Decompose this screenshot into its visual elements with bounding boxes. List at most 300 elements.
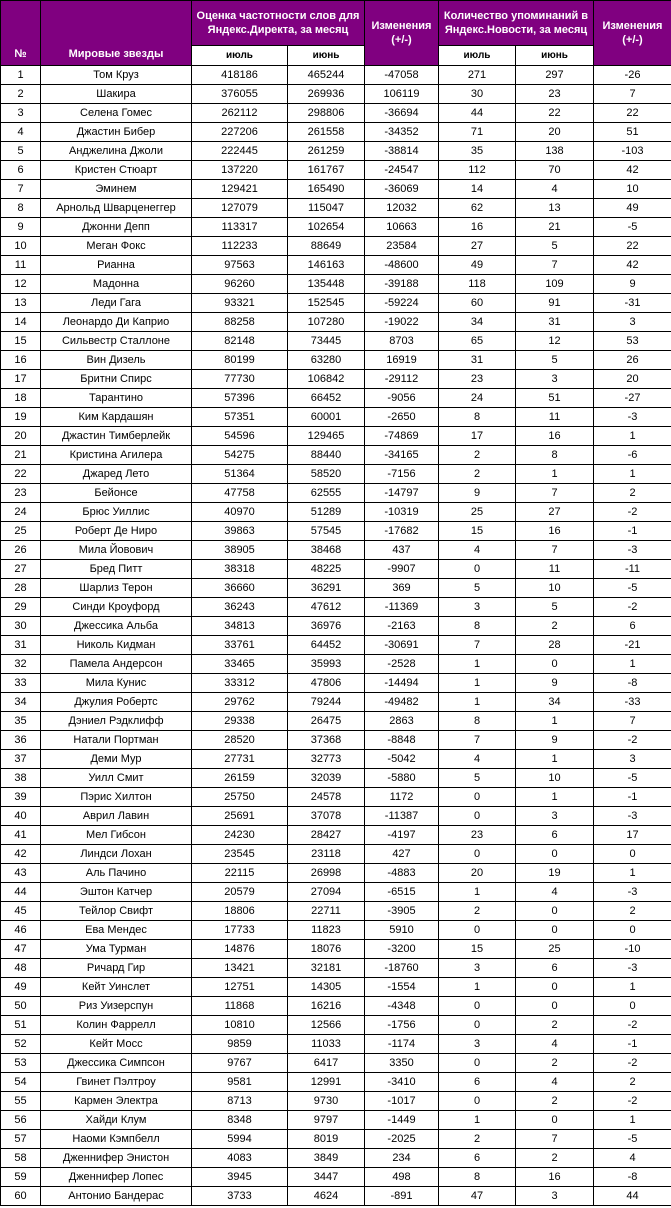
cell-direct-change: 3350 xyxy=(365,1054,439,1073)
cell-star-name: Джастин Тимберлейк xyxy=(41,427,192,446)
cell-news-change: 7 xyxy=(594,85,671,104)
cell-news-june: 20 xyxy=(516,123,594,142)
cell-news-june: 3 xyxy=(516,807,594,826)
table-row xyxy=(1,237,671,256)
table-row xyxy=(1,1054,671,1073)
cell-direct-july: 9859 xyxy=(192,1035,288,1054)
cell-news-july: 60 xyxy=(439,294,516,313)
cell-number: 10 xyxy=(1,237,41,256)
cell-direct-change: -36069 xyxy=(365,180,439,199)
cell-direct-june: 26475 xyxy=(288,712,365,731)
cell-number: 50 xyxy=(1,997,41,1016)
cell-direct-change: -59224 xyxy=(365,294,439,313)
cell-news-june: 22 xyxy=(516,104,594,123)
cell-news-change: 2 xyxy=(594,902,671,921)
cell-star-name: Кармен Электра xyxy=(41,1092,192,1111)
cell-number: 56 xyxy=(1,1111,41,1130)
cell-news-july: 2 xyxy=(439,902,516,921)
cell-news-june: 7 xyxy=(516,541,594,560)
cell-news-july: 0 xyxy=(439,921,516,940)
cell-number: 27 xyxy=(1,560,41,579)
cell-direct-june: 28427 xyxy=(288,826,365,845)
cell-news-change: 22 xyxy=(594,104,671,123)
cell-direct-july: 25691 xyxy=(192,807,288,826)
cell-direct-june: 32181 xyxy=(288,959,365,978)
cell-direct-change: -39188 xyxy=(365,275,439,294)
cell-news-july: 17 xyxy=(439,427,516,446)
cell-direct-change: -5880 xyxy=(365,769,439,788)
header-number: № xyxy=(1,1,41,66)
cell-news-june: 7 xyxy=(516,1130,594,1149)
cell-direct-change: -24547 xyxy=(365,161,439,180)
cell-number: 11 xyxy=(1,256,41,275)
cell-news-change: 0 xyxy=(594,921,671,940)
cell-news-june: 11 xyxy=(516,408,594,427)
cell-news-change: 26 xyxy=(594,351,671,370)
table-row xyxy=(1,731,671,750)
cell-news-change: -10 xyxy=(594,940,671,959)
cell-direct-july: 28520 xyxy=(192,731,288,750)
cell-number: 58 xyxy=(1,1149,41,1168)
table-row xyxy=(1,218,671,237)
cell-direct-change: 106119 xyxy=(365,85,439,104)
cell-direct-july: 97563 xyxy=(192,256,288,275)
table-row xyxy=(1,332,671,351)
cell-direct-june: 88440 xyxy=(288,446,365,465)
cell-star-name: Кейт Уинслет xyxy=(41,978,192,997)
cell-direct-july: 25750 xyxy=(192,788,288,807)
table-row xyxy=(1,351,671,370)
cell-news-change: -1 xyxy=(594,522,671,541)
table-row xyxy=(1,1073,671,1092)
cell-news-change: -27 xyxy=(594,389,671,408)
cell-news-june: 0 xyxy=(516,921,594,940)
cell-direct-july: 227206 xyxy=(192,123,288,142)
cell-number: 46 xyxy=(1,921,41,940)
cell-star-name: Уилл Смит xyxy=(41,769,192,788)
cell-news-july: 23 xyxy=(439,826,516,845)
cell-direct-june: 3849 xyxy=(288,1149,365,1168)
cell-news-july: 44 xyxy=(439,104,516,123)
cell-news-july: 71 xyxy=(439,123,516,142)
cell-news-june: 16 xyxy=(516,1168,594,1187)
cell-news-july: 3 xyxy=(439,598,516,617)
table-row xyxy=(1,465,671,484)
table-row xyxy=(1,522,671,541)
cell-direct-change: -36694 xyxy=(365,104,439,123)
cell-news-july: 1 xyxy=(439,693,516,712)
cell-star-name: Кристина Агилера xyxy=(41,446,192,465)
cell-news-july: 34 xyxy=(439,313,516,332)
cell-news-change: -8 xyxy=(594,1168,671,1187)
cell-number: 13 xyxy=(1,294,41,313)
cell-news-change: 20 xyxy=(594,370,671,389)
cell-direct-june: 47612 xyxy=(288,598,365,617)
cell-number: 53 xyxy=(1,1054,41,1073)
cell-news-june: 0 xyxy=(516,655,594,674)
cell-number: 24 xyxy=(1,503,41,522)
cell-star-name: Арнольд Шварценеггер xyxy=(41,199,192,218)
cell-news-july: 7 xyxy=(439,731,516,750)
cell-direct-july: 33312 xyxy=(192,674,288,693)
cell-news-june: 34 xyxy=(516,693,594,712)
cell-direct-change: -47058 xyxy=(365,66,439,85)
cell-number: 35 xyxy=(1,712,41,731)
table-row xyxy=(1,503,671,522)
cell-direct-july: 18806 xyxy=(192,902,288,921)
table-row xyxy=(1,636,671,655)
cell-number: 4 xyxy=(1,123,41,142)
cell-news-june: 28 xyxy=(516,636,594,655)
cell-direct-july: 33761 xyxy=(192,636,288,655)
cell-news-june: 0 xyxy=(516,1111,594,1130)
cell-direct-july: 13421 xyxy=(192,959,288,978)
cell-direct-change: -19022 xyxy=(365,313,439,332)
cell-star-name: Эминем xyxy=(41,180,192,199)
cell-news-july: 1 xyxy=(439,978,516,997)
cell-direct-june: 38468 xyxy=(288,541,365,560)
cell-direct-change: -1756 xyxy=(365,1016,439,1035)
cell-news-change: 7 xyxy=(594,712,671,731)
cell-star-name: Селена Гомес xyxy=(41,104,192,123)
cell-star-name: Джонни Депп xyxy=(41,218,192,237)
cell-news-june: 138 xyxy=(516,142,594,161)
cell-number: 16 xyxy=(1,351,41,370)
cell-direct-june: 107280 xyxy=(288,313,365,332)
cell-news-july: 1 xyxy=(439,674,516,693)
cell-direct-july: 10810 xyxy=(192,1016,288,1035)
cell-news-june: 0 xyxy=(516,978,594,997)
cell-news-change: -3 xyxy=(594,883,671,902)
cell-number: 47 xyxy=(1,940,41,959)
table-row xyxy=(1,769,671,788)
cell-number: 3 xyxy=(1,104,41,123)
cell-direct-june: 18076 xyxy=(288,940,365,959)
cell-news-july: 8 xyxy=(439,1168,516,1187)
cell-number: 59 xyxy=(1,1168,41,1187)
table-row xyxy=(1,579,671,598)
cell-star-name: Эштон Катчер xyxy=(41,883,192,902)
cell-direct-change: 427 xyxy=(365,845,439,864)
cell-news-june: 109 xyxy=(516,275,594,294)
cell-direct-june: 24578 xyxy=(288,788,365,807)
cell-direct-july: 127079 xyxy=(192,199,288,218)
cell-number: 43 xyxy=(1,864,41,883)
cell-number: 49 xyxy=(1,978,41,997)
cell-direct-june: 129465 xyxy=(288,427,365,446)
cell-direct-june: 12991 xyxy=(288,1073,365,1092)
cell-direct-july: 376055 xyxy=(192,85,288,104)
table-row xyxy=(1,598,671,617)
cell-news-june: 0 xyxy=(516,845,594,864)
cell-news-change: -2 xyxy=(594,731,671,750)
cell-news-june: 70 xyxy=(516,161,594,180)
header-direct-july: июль xyxy=(192,46,288,66)
cell-direct-change: -4197 xyxy=(365,826,439,845)
table-row xyxy=(1,313,671,332)
cell-news-change: 1 xyxy=(594,978,671,997)
table-row xyxy=(1,560,671,579)
cell-news-change: -8 xyxy=(594,674,671,693)
cell-number: 7 xyxy=(1,180,41,199)
cell-number: 17 xyxy=(1,370,41,389)
cell-star-name: Дэниел Рэдклифф xyxy=(41,712,192,731)
cell-direct-july: 5994 xyxy=(192,1130,288,1149)
header-news-july: июль xyxy=(439,46,516,66)
cell-direct-change: -29112 xyxy=(365,370,439,389)
cell-news-change: 51 xyxy=(594,123,671,142)
cell-news-june: 6 xyxy=(516,826,594,845)
cell-news-june: 6 xyxy=(516,959,594,978)
cell-news-june: 19 xyxy=(516,864,594,883)
cell-direct-june: 11033 xyxy=(288,1035,365,1054)
cell-news-july: 49 xyxy=(439,256,516,275)
cell-star-name: Дженнифер Лопес xyxy=(41,1168,192,1187)
cell-direct-change: -8848 xyxy=(365,731,439,750)
cell-direct-july: 27731 xyxy=(192,750,288,769)
cell-direct-change: -2025 xyxy=(365,1130,439,1149)
cell-direct-june: 465244 xyxy=(288,66,365,85)
cell-news-july: 25 xyxy=(439,503,516,522)
cell-news-change: 44 xyxy=(594,1187,671,1206)
cell-direct-change: -4348 xyxy=(365,997,439,1016)
cell-direct-july: 113317 xyxy=(192,218,288,237)
cell-number: 26 xyxy=(1,541,41,560)
cell-direct-july: 34813 xyxy=(192,617,288,636)
table-row xyxy=(1,408,671,427)
cell-number: 5 xyxy=(1,142,41,161)
cell-news-july: 118 xyxy=(439,275,516,294)
table-row xyxy=(1,256,671,275)
table-row xyxy=(1,845,671,864)
cell-direct-july: 38905 xyxy=(192,541,288,560)
table-row xyxy=(1,484,671,503)
cell-number: 23 xyxy=(1,484,41,503)
cell-news-change: 49 xyxy=(594,199,671,218)
cell-news-july: 271 xyxy=(439,66,516,85)
cell-news-change: 10 xyxy=(594,180,671,199)
cell-number: 41 xyxy=(1,826,41,845)
table-row xyxy=(1,617,671,636)
cell-news-june: 2 xyxy=(516,1016,594,1035)
cell-number: 55 xyxy=(1,1092,41,1111)
cell-news-july: 0 xyxy=(439,1016,516,1035)
cell-news-june: 7 xyxy=(516,484,594,503)
cell-news-change: 1 xyxy=(594,465,671,484)
cell-star-name: Тейлор Свифт xyxy=(41,902,192,921)
cell-direct-july: 40970 xyxy=(192,503,288,522)
cell-number: 51 xyxy=(1,1016,41,1035)
cell-direct-june: 11823 xyxy=(288,921,365,940)
cell-star-name: Ричард Гир xyxy=(41,959,192,978)
cell-direct-june: 62555 xyxy=(288,484,365,503)
table-row xyxy=(1,275,671,294)
cell-star-name: Кристен Стюарт xyxy=(41,161,192,180)
cell-direct-june: 57545 xyxy=(288,522,365,541)
cell-news-june: 5 xyxy=(516,351,594,370)
cell-news-change: -1 xyxy=(594,1035,671,1054)
cell-news-change: 1 xyxy=(594,427,671,446)
cell-number: 18 xyxy=(1,389,41,408)
cell-news-july: 47 xyxy=(439,1187,516,1206)
header-direct-june: июнь xyxy=(288,46,365,66)
cell-direct-change: -6515 xyxy=(365,883,439,902)
cell-number: 31 xyxy=(1,636,41,655)
cell-star-name: Синди Кроуфорд xyxy=(41,598,192,617)
cell-direct-june: 269936 xyxy=(288,85,365,104)
cell-news-change: 4 xyxy=(594,1149,671,1168)
cell-direct-change: 1172 xyxy=(365,788,439,807)
cell-news-july: 2 xyxy=(439,1130,516,1149)
cell-direct-june: 36976 xyxy=(288,617,365,636)
cell-direct-june: 27094 xyxy=(288,883,365,902)
cell-number: 9 xyxy=(1,218,41,237)
cell-number: 29 xyxy=(1,598,41,617)
cell-news-july: 0 xyxy=(439,1092,516,1111)
cell-news-june: 16 xyxy=(516,522,594,541)
cell-direct-june: 6417 xyxy=(288,1054,365,1073)
cell-direct-change: -38814 xyxy=(365,142,439,161)
cell-news-june: 4 xyxy=(516,180,594,199)
cell-news-june: 91 xyxy=(516,294,594,313)
cell-news-july: 1 xyxy=(439,883,516,902)
cell-news-change: -1 xyxy=(594,788,671,807)
cell-direct-change: -30691 xyxy=(365,636,439,655)
cell-news-july: 8 xyxy=(439,617,516,636)
cell-direct-july: 39863 xyxy=(192,522,288,541)
cell-news-july: 3 xyxy=(439,1035,516,1054)
cell-number: 57 xyxy=(1,1130,41,1149)
cell-direct-june: 37078 xyxy=(288,807,365,826)
cell-number: 19 xyxy=(1,408,41,427)
cell-number: 60 xyxy=(1,1187,41,1206)
cell-star-name: Шарлиз Терон xyxy=(41,579,192,598)
cell-direct-june: 261259 xyxy=(288,142,365,161)
cell-number: 40 xyxy=(1,807,41,826)
cell-direct-june: 37368 xyxy=(288,731,365,750)
cell-news-change: 22 xyxy=(594,237,671,256)
cell-news-change: 42 xyxy=(594,161,671,180)
cell-news-change: -3 xyxy=(594,959,671,978)
cell-news-june: 21 xyxy=(516,218,594,237)
cell-direct-change: -7156 xyxy=(365,465,439,484)
cell-star-name: Леонардо Ди Каприо xyxy=(41,313,192,332)
table-row xyxy=(1,104,671,123)
cell-news-june: 3 xyxy=(516,1187,594,1206)
cell-news-change: 1 xyxy=(594,864,671,883)
table-row xyxy=(1,750,671,769)
cell-news-change: -3 xyxy=(594,408,671,427)
cell-news-change: 6 xyxy=(594,617,671,636)
cell-news-july: 30 xyxy=(439,85,516,104)
table-row xyxy=(1,1111,671,1130)
cell-star-name: Джаред Лето xyxy=(41,465,192,484)
cell-star-name: Джессика Симпсон xyxy=(41,1054,192,1073)
cell-news-july: 0 xyxy=(439,845,516,864)
cell-news-change: -21 xyxy=(594,636,671,655)
cell-news-july: 3 xyxy=(439,959,516,978)
cell-number: 15 xyxy=(1,332,41,351)
cell-news-change: 17 xyxy=(594,826,671,845)
cell-news-change: -31 xyxy=(594,294,671,313)
cell-number: 6 xyxy=(1,161,41,180)
cell-direct-june: 261558 xyxy=(288,123,365,142)
cell-direct-change: -18760 xyxy=(365,959,439,978)
cell-news-july: 8 xyxy=(439,712,516,731)
cell-direct-june: 161767 xyxy=(288,161,365,180)
cell-news-change: -6 xyxy=(594,446,671,465)
table-row xyxy=(1,883,671,902)
cell-news-june: 0 xyxy=(516,902,594,921)
cell-news-change: -2 xyxy=(594,1092,671,1111)
cell-star-name: Натали Портман xyxy=(41,731,192,750)
cell-direct-july: 29762 xyxy=(192,693,288,712)
cell-news-change: -33 xyxy=(594,693,671,712)
cell-direct-june: 47806 xyxy=(288,674,365,693)
cell-direct-change: 369 xyxy=(365,579,439,598)
cell-direct-july: 36243 xyxy=(192,598,288,617)
cell-direct-july: 9767 xyxy=(192,1054,288,1073)
cell-news-july: 1 xyxy=(439,655,516,674)
cell-direct-change: -2650 xyxy=(365,408,439,427)
cell-direct-change: -3905 xyxy=(365,902,439,921)
cell-direct-change: 23584 xyxy=(365,237,439,256)
cell-star-name: Ева Мендес xyxy=(41,921,192,940)
cell-number: 8 xyxy=(1,199,41,218)
cell-direct-july: 33465 xyxy=(192,655,288,674)
cell-direct-june: 88649 xyxy=(288,237,365,256)
table-row xyxy=(1,142,671,161)
cell-direct-change: -49482 xyxy=(365,693,439,712)
table-row xyxy=(1,199,671,218)
table-row xyxy=(1,427,671,446)
cell-direct-change: 5910 xyxy=(365,921,439,940)
cell-star-name: Том Круз xyxy=(41,66,192,85)
cell-star-name: Хайди Клум xyxy=(41,1111,192,1130)
cell-star-name: Анджелина Джоли xyxy=(41,142,192,161)
cell-news-june: 12 xyxy=(516,332,594,351)
cell-direct-july: 96260 xyxy=(192,275,288,294)
table-row xyxy=(1,693,671,712)
cell-direct-change: -4883 xyxy=(365,864,439,883)
table-row xyxy=(1,1016,671,1035)
cell-star-name: Роберт Де Ниро xyxy=(41,522,192,541)
cell-direct-change: -9056 xyxy=(365,389,439,408)
cell-direct-june: 152545 xyxy=(288,294,365,313)
cell-direct-change: -2528 xyxy=(365,655,439,674)
cell-news-change: -103 xyxy=(594,142,671,161)
cell-news-change: 2 xyxy=(594,484,671,503)
cell-news-june: 5 xyxy=(516,237,594,256)
cell-direct-july: 38318 xyxy=(192,560,288,579)
cell-direct-june: 12566 xyxy=(288,1016,365,1035)
cell-number: 42 xyxy=(1,845,41,864)
cell-direct-june: 14305 xyxy=(288,978,365,997)
table-row xyxy=(1,864,671,883)
table-body xyxy=(1,66,671,1206)
cell-direct-june: 9730 xyxy=(288,1092,365,1111)
cell-news-july: 2 xyxy=(439,446,516,465)
cell-news-july: 4 xyxy=(439,750,516,769)
cell-direct-july: 112233 xyxy=(192,237,288,256)
cell-news-july: 62 xyxy=(439,199,516,218)
cell-direct-june: 79244 xyxy=(288,693,365,712)
cell-news-july: 0 xyxy=(439,997,516,1016)
cell-news-june: 2 xyxy=(516,1054,594,1073)
cell-star-name: Джессика Альба xyxy=(41,617,192,636)
cell-star-name: Деми Мур xyxy=(41,750,192,769)
cell-news-july: 31 xyxy=(439,351,516,370)
